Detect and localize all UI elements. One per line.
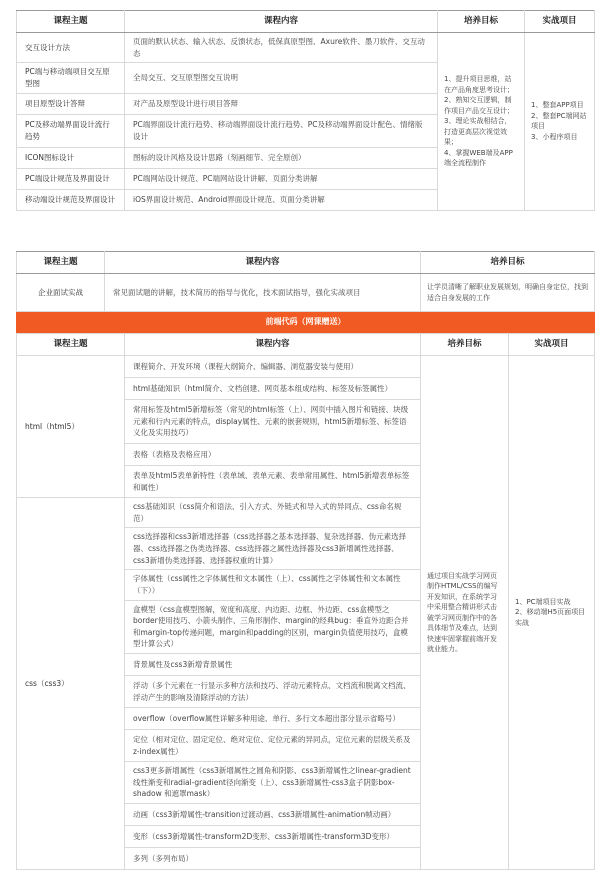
banner-title: 前端代码（网课赠送） bbox=[17, 312, 595, 334]
interview-goal: 让学员清晰了解职业发展规划，明确自身定位，找到适合自身发展的工作 bbox=[421, 274, 595, 312]
row-content: iOS界面设计规范、Android界面设计规范、页面分类讲解 bbox=[125, 189, 438, 210]
header-content: 课程内容 bbox=[105, 252, 421, 274]
row-topic: PC及移动端界面设计流行趋势 bbox=[17, 114, 125, 147]
goal-cell: 1、提升项目思维，站在产品角度思考设计； 2、熟知交互逻辑，制作项目产品交互设计； 3、理论实战相结合，打造更高层次视觉效果； 4、掌握WEB端及APP端全流程制作 bbox=[438, 33, 525, 211]
css-item: 多列（多列布局） bbox=[125, 848, 421, 870]
html-item: 课程简介、开发环境（课程大纲简介、编辑器、浏览器安装与使用） bbox=[125, 356, 421, 378]
row-topic: 移动端设计规范及界面设计 bbox=[17, 189, 125, 210]
css-item: 字体属性（css属性之字体属性和文本属性（上）、css属性之字体属性和文本属性（下）） bbox=[125, 570, 421, 600]
interview-table bbox=[16, 251, 595, 334]
interview-table-header bbox=[17, 252, 595, 274]
header-topic: 课程主题 bbox=[17, 252, 105, 274]
table-row bbox=[17, 274, 595, 312]
header-topic: 课程主题 bbox=[17, 334, 125, 356]
frontend-table bbox=[16, 333, 595, 870]
curriculum-table-top bbox=[16, 10, 594, 204]
interview-topic: 企业面试实战 bbox=[17, 274, 105, 312]
row-topic: ICON图标设计 bbox=[17, 147, 125, 168]
interview-content: 常见面试题的讲解，技术简历的指导与优化，技术面试指导，强化实战项目 bbox=[105, 274, 421, 312]
html-item: html基础知识（html简介、文档创建、网页基本组成结构、标签及标签属性） bbox=[125, 378, 421, 400]
project-cell: 1、整套APP项目 2、整套PC端网站项目 3、小程序项目 bbox=[525, 33, 595, 211]
css-item: css选择器和css3新增选择器（css选择器之基本选择器、复杂选择器、伪元素选择器、css选择器之伪类选择器、css选择器之属性选择器及css3新增属性选择器、css3新增伪类选择器、选择器权重的计算） bbox=[125, 528, 421, 570]
row-topic: 交互设计方法 bbox=[17, 33, 125, 63]
row-content: 对产品及原型设计进行项目答辩 bbox=[125, 93, 438, 114]
row-content: PC端网站设计规范、PC端网站设计讲解、页面分类讲解 bbox=[125, 168, 438, 189]
frontend-project: 1、PC端项目实战 2、移动端H5页面项目实战 bbox=[509, 356, 595, 870]
section-banner bbox=[17, 312, 595, 334]
row-topic: PC端设计规范及界面设计 bbox=[17, 168, 125, 189]
row-content: 图标的设计风格及设计思路（刻画细节、完全原创） bbox=[125, 147, 438, 168]
top-table bbox=[16, 10, 595, 211]
frontend-table-header bbox=[17, 334, 595, 356]
frontend-goal: 通过项目实战学习网页制作HTML/CSS的编写开发知识，在系统学习中采用整合精讲形式击破学习网页制作中的各具体细节及难点，达到快速牢固掌握前端开发就业能力。 bbox=[421, 356, 509, 870]
css-item: 动画（css3新增属性-transition过渡动画、css3新增属性-animation帧动画） bbox=[125, 804, 421, 826]
table-row bbox=[17, 33, 595, 63]
css-item: overflow（overflow属性详解多种用途、单行、多行文本超出部分显示省略号） bbox=[125, 708, 421, 730]
row-content: 全局交互、交互原型图交互说明 bbox=[125, 63, 438, 93]
css-item: 背景属性及css3新增背景属性 bbox=[125, 654, 421, 676]
css-item: 定位（相对定位、固定定位、绝对定位、定位元素的异同点，定位元素的层级关系及z-index属性） bbox=[125, 730, 421, 762]
html-topic: html（html5） bbox=[17, 356, 125, 498]
html-item: 常用标签及html5新增标签（常见的html标签（上）、网页中插入图片和链接、块级元素和行内元素的特点，display属性、元素的嵌套规则，html5新增标签、标签语义化及实用技巧） bbox=[125, 400, 421, 444]
css-topic: css（css3） bbox=[17, 498, 125, 870]
css-item: css基础知识（css简介和语法、引入方式、外链式和导入式的异同点、css命名规范） bbox=[125, 498, 421, 528]
header-content: 课程内容 bbox=[125, 11, 438, 33]
row-topic: 项目原型设计答辩 bbox=[17, 93, 125, 114]
css-item: 浮动（多个元素在一行显示多种方法和技巧、浮动元素特点、文档流和脱离文档流、浮动产生的影响及清除浮动的方法） bbox=[125, 676, 421, 708]
table-row bbox=[17, 356, 595, 378]
top-table-header bbox=[17, 11, 595, 33]
curriculum-table-bottom bbox=[16, 251, 594, 875]
css-item: css3更多新增属性（css3新增属性之圆角和阴影、css3新增属性之linear-gradient线性渐变和radial-gradient径向渐变（上）、css3新增属性-css3盒子阴影box-shadow 和遮罩mask） bbox=[125, 762, 421, 804]
css-item: 盒模型（css盒模型图解，宽度和高度、内边距、边框、外边距、css盒模型之border使用技巧、小箭头制作、三角形制作、margin的经典bug：垂直外边距合并和margin-top传递问题，margin和padding的区别，margin负值使用技巧，盒模型计算公式） bbox=[125, 600, 421, 654]
header-goal: 培养目标 bbox=[421, 252, 595, 274]
row-content: PC端界面设计流行趋势、移动端界面设计流行趋势、PC及移动端界面设计配色、情绪版设计 bbox=[125, 114, 438, 147]
css-item: 变形（css3新增属性-transform2D变形、css3新增属性-transform3D变形） bbox=[125, 826, 421, 848]
header-topic: 课程主题 bbox=[17, 11, 125, 33]
header-goal: 培养目标 bbox=[421, 334, 509, 356]
html-item: 表格（表格及表格应用） bbox=[125, 444, 421, 466]
row-topic: PC端与移动端项目交互原型图 bbox=[17, 63, 125, 93]
row-content: 页面的默认状态、输入状态、反馈状态，低保真原型图、Axure软件、墨刀软件、交互动态 bbox=[125, 33, 438, 63]
html-item: 表单及html5表单新特性（表单域、表单元素、表单常用属性、html5新增表单标签和属性） bbox=[125, 466, 421, 498]
header-goal: 培养目标 bbox=[438, 11, 525, 33]
header-content: 课程内容 bbox=[125, 334, 421, 356]
header-project: 实战项目 bbox=[525, 11, 595, 33]
header-project: 实战项目 bbox=[509, 334, 595, 356]
